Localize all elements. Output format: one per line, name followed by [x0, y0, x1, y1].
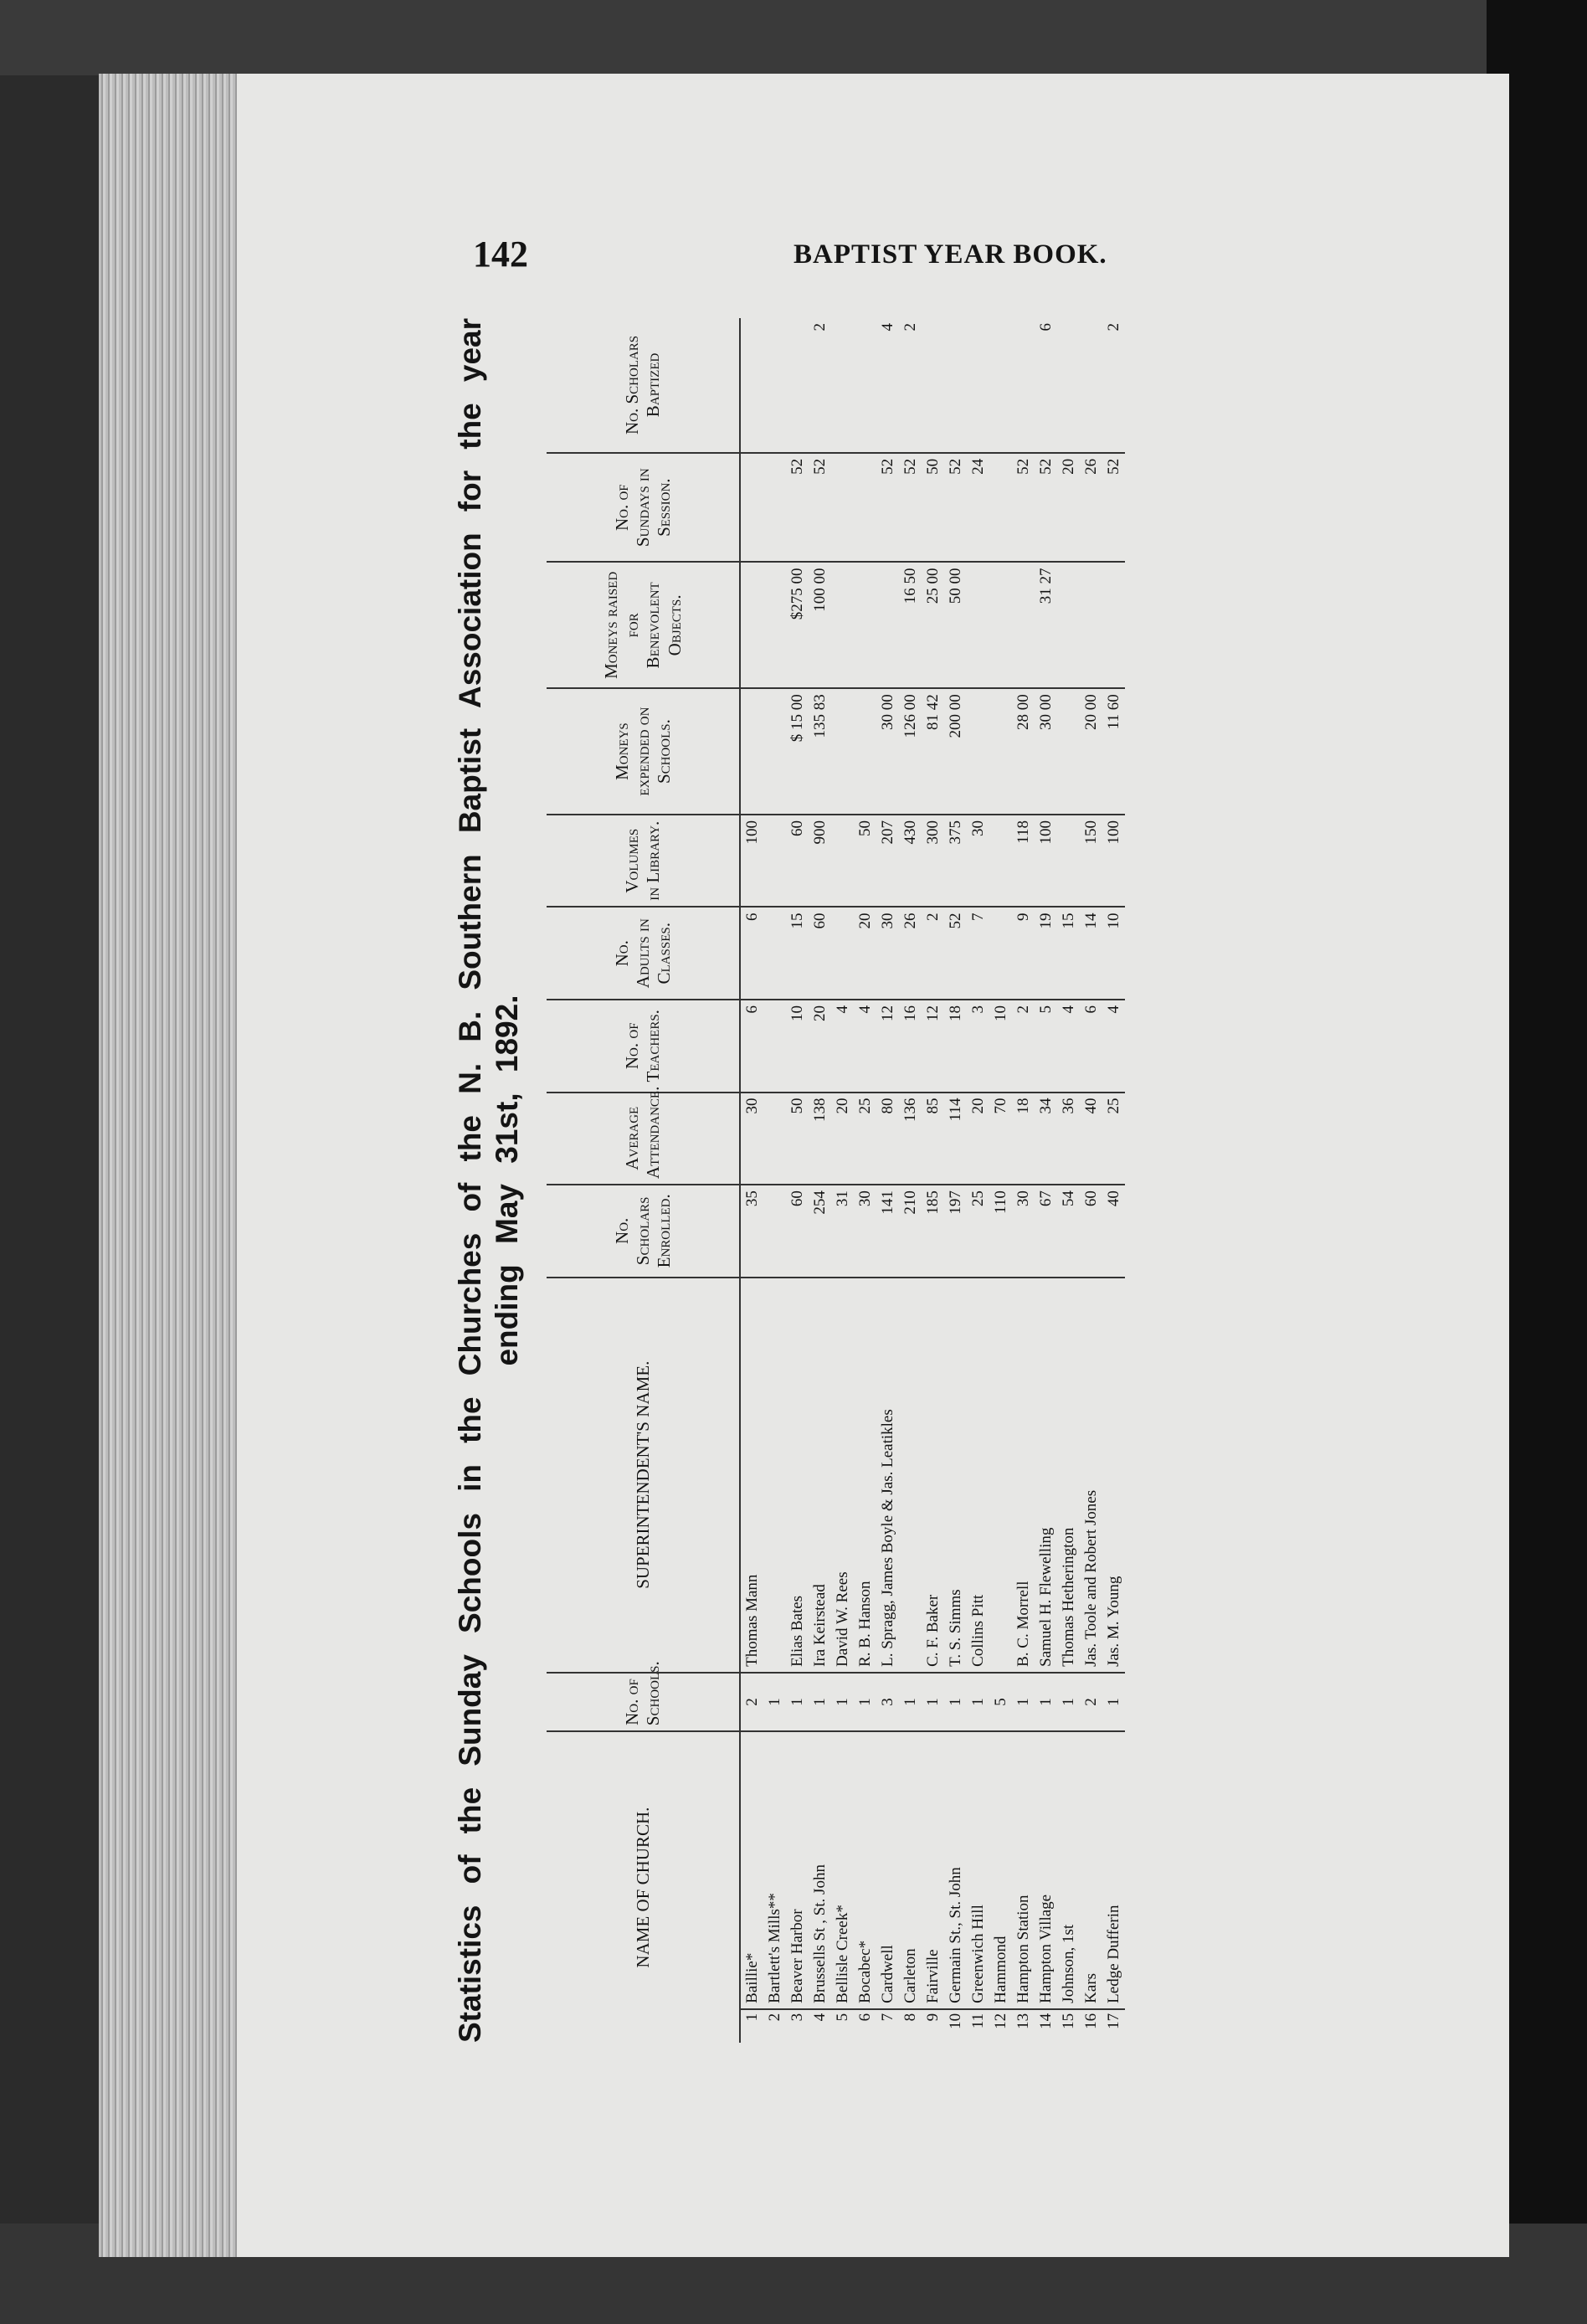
moneys-expended-cell — [989, 688, 1012, 815]
statistics-table — [547, 318, 1125, 2043]
average-attendance-cell: 20 — [967, 1093, 989, 1185]
average-attendance-cell: 36 — [1057, 1093, 1080, 1185]
scholars-enrolled-cell: 185 — [922, 1185, 944, 1278]
scholars-enrolled-cell: 60 — [1080, 1185, 1102, 1278]
superintendent-name-cell: Thomas Hetherington — [1057, 1278, 1080, 1673]
row-number-cell: 14 — [1037, 2013, 1055, 2029]
moneys-raised-cell — [1102, 563, 1125, 689]
church-name-cell: Beaver Harbor — [786, 1731, 809, 2009]
scholars-baptized-cell — [989, 318, 1012, 453]
moneys-expended-cell — [740, 688, 763, 815]
moneys-raised-cell: $275 00 — [786, 563, 809, 689]
library-volumes-cell — [831, 815, 854, 907]
average-attendance-cell: 30 — [740, 1093, 763, 1185]
average-attendance-cell: 40 — [1080, 1093, 1102, 1185]
sundays-in-session-cell: 52 — [944, 453, 967, 563]
moneys-expended-cell: $ 15 00 — [786, 688, 809, 815]
church-name-cell: Ledge Dufferin — [1102, 1731, 1125, 2009]
scholars-enrolled-cell: 67 — [1035, 1185, 1057, 1278]
moneys-expended-cell: 81 42 — [922, 688, 944, 815]
table-row — [944, 318, 967, 2043]
average-attendance-cell: 18 — [1012, 1093, 1035, 1185]
table-row — [1035, 318, 1057, 2043]
school-count-cell: 1 — [899, 1673, 922, 1731]
page-header — [237, 233, 1509, 283]
sundays-in-session-cell: 52 — [786, 453, 809, 563]
row-number-cell: 4 — [811, 2013, 829, 2022]
adults-in-classes-cell: 2 — [922, 907, 944, 1000]
school-count-cell: 2 — [1080, 1673, 1102, 1731]
scholars-enrolled-cell: 110 — [989, 1185, 1012, 1278]
scholars-enrolled-cell: 60 — [786, 1185, 809, 1278]
row-number-cell: 8 — [901, 2013, 920, 2022]
adults-in-classes-cell: 10 — [1102, 907, 1125, 1000]
sundays-in-session-cell — [740, 453, 763, 563]
moneys-raised-cell — [831, 563, 854, 689]
school-count-cell: 1 — [854, 1673, 876, 1731]
moneys-expended-cell: 30 00 — [1035, 688, 1057, 815]
row-number-cell: 12 — [992, 2013, 1010, 2029]
adults-in-classes-cell: 19 — [1035, 907, 1057, 1000]
sundays-in-session-cell: 52 — [1102, 453, 1125, 563]
moneys-raised-cell: 31 27 — [1035, 563, 1057, 689]
superintendent-name-cell: David W. Rees — [831, 1278, 854, 1673]
scholars-enrolled-cell: 197 — [944, 1185, 967, 1278]
moneys-raised-cell — [967, 563, 989, 689]
col-header-church: NAME OF CHURCH. — [547, 1731, 740, 2043]
sundays-in-session-cell: 24 — [967, 453, 989, 563]
library-volumes-cell: 100 — [740, 815, 763, 907]
average-attendance-cell: 70 — [989, 1093, 1012, 1185]
school-count-cell: 1 — [944, 1673, 967, 1731]
col-header-enrolled: No. Scholars Enrolled. — [547, 1185, 740, 1278]
scholars-baptized-cell — [967, 318, 989, 453]
library-volumes-cell: 100 — [1035, 815, 1057, 907]
col-header-volumes: Volumes in Library. — [547, 815, 740, 907]
table-row — [1102, 318, 1125, 2043]
teacher-count-cell: 10 — [989, 1000, 1012, 1093]
school-count-cell: 3 — [876, 1673, 899, 1731]
table-row — [786, 318, 809, 2043]
scholars-enrolled-cell — [763, 1185, 786, 1278]
scholars-baptized-cell — [1012, 318, 1035, 453]
row-number-cell: 13 — [1014, 2013, 1033, 2029]
superintendent-name-cell — [899, 1278, 922, 1673]
moneys-raised-cell — [1012, 563, 1035, 689]
scholars-enrolled-cell: 30 — [854, 1185, 876, 1278]
running-head: BAPTIST YEAR BOOK. — [794, 239, 1107, 270]
row-number-cell: 17 — [1105, 2013, 1123, 2029]
col-header-expended: Moneys expended on Schools. — [547, 688, 740, 815]
moneys-expended-cell: 11 60 — [1102, 688, 1125, 815]
library-volumes-cell: 100 — [1102, 815, 1125, 907]
moneys-expended-cell — [967, 688, 989, 815]
moneys-expended-cell: 30 00 — [876, 688, 899, 815]
library-volumes-cell: 50 — [854, 815, 876, 907]
col-header-attendance: Average Attendance. — [547, 1093, 740, 1185]
average-attendance-cell — [763, 1093, 786, 1185]
scholars-baptized-cell: 2 — [1102, 318, 1125, 453]
moneys-raised-cell: 25 00 — [922, 563, 944, 689]
church-name-cell: Cardwell — [876, 1731, 899, 2009]
library-volumes-cell: 300 — [922, 815, 944, 907]
average-attendance-cell: 25 — [854, 1093, 876, 1185]
moneys-expended-cell — [831, 688, 854, 815]
scholars-baptized-cell: 6 — [1035, 318, 1057, 453]
church-name-cell: Germain St., St. John — [944, 1731, 967, 2009]
table-body — [740, 318, 1125, 2043]
page-number: 142 — [473, 234, 528, 275]
school-count-cell: 2 — [740, 1673, 763, 1731]
superintendent-name-cell: B. C. Morrell — [1012, 1278, 1035, 1673]
col-header-schools: No. of Schools. — [547, 1673, 740, 1731]
church-name-cell: Bartlett's Mills** — [763, 1731, 786, 2009]
superintendent-name-cell: T. S. Simms — [944, 1278, 967, 1673]
adults-in-classes-cell: 14 — [1080, 907, 1102, 1000]
moneys-raised-cell: 16 50 — [899, 563, 922, 689]
school-count-cell: 1 — [922, 1673, 944, 1731]
superintendent-name-cell: Elias Bates — [786, 1278, 809, 1673]
row-number-cell: 16 — [1082, 2013, 1101, 2029]
adults-in-classes-cell — [831, 907, 854, 1000]
col-header-teachers: No. of Teachers. — [547, 1000, 740, 1093]
school-count-cell: 1 — [1057, 1673, 1080, 1731]
teacher-count-cell: 18 — [944, 1000, 967, 1093]
scholars-baptized-cell: 4 — [876, 318, 899, 453]
sundays-in-session-cell: 50 — [922, 453, 944, 563]
school-count-cell: 1 — [967, 1673, 989, 1731]
church-name-cell: Bellisle Creek* — [831, 1731, 854, 2009]
moneys-raised-cell — [854, 563, 876, 689]
superintendent-name-cell: Collins Pitt — [967, 1278, 989, 1673]
scholars-enrolled-cell: 210 — [899, 1185, 922, 1278]
scholars-baptized-cell: 2 — [899, 318, 922, 453]
sundays-in-session-cell: 52 — [809, 453, 831, 563]
scholars-enrolled-cell: 25 — [967, 1185, 989, 1278]
col-header-sundays: No. of Sundays in Session. — [547, 453, 740, 563]
moneys-raised-cell — [763, 563, 786, 689]
library-volumes-cell: 60 — [786, 815, 809, 907]
school-count-cell: 1 — [831, 1673, 854, 1731]
sundays-in-session-cell: 26 — [1080, 453, 1102, 563]
library-volumes-cell: 150 — [1080, 815, 1102, 907]
superintendent-name-cell — [763, 1278, 786, 1673]
school-count-cell: 1 — [809, 1673, 831, 1731]
school-count-cell: 5 — [989, 1673, 1012, 1731]
library-volumes-cell: 30 — [967, 815, 989, 907]
scholars-baptized-cell — [944, 318, 967, 453]
sundays-in-session-cell — [831, 453, 854, 563]
row-number-cell: 7 — [879, 2013, 897, 2022]
moneys-raised-cell: 100 00 — [809, 563, 831, 689]
church-name-cell: Carleton — [899, 1731, 922, 2009]
library-volumes-cell: 207 — [876, 815, 899, 907]
moneys-expended-cell: 20 00 — [1080, 688, 1102, 815]
table-row — [763, 318, 786, 2043]
church-name-cell: Bocabec* — [854, 1731, 876, 2009]
library-volumes-cell — [989, 815, 1012, 907]
col-header-adults: No. Adults in Classes. — [547, 907, 740, 1000]
scholars-baptized-cell — [854, 318, 876, 453]
table-row — [922, 318, 944, 2043]
row-number-cell: 1 — [743, 2013, 762, 2022]
table-title — [452, 318, 525, 2043]
superintendent-name-cell — [989, 1278, 1012, 1673]
sundays-in-session-cell: 52 — [1035, 453, 1057, 563]
superintendent-name-cell: R. B. Hanson — [854, 1278, 876, 1673]
library-volumes-cell: 900 — [809, 815, 831, 907]
scholars-baptized-cell — [1080, 318, 1102, 453]
church-name-cell: Brussells St , St. John — [809, 1731, 831, 2009]
teacher-count-cell: 6 — [740, 1000, 763, 1093]
moneys-raised-cell — [1057, 563, 1080, 689]
school-count-cell: 1 — [1035, 1673, 1057, 1731]
sundays-in-session-cell — [989, 453, 1012, 563]
teacher-count-cell: 3 — [967, 1000, 989, 1093]
teacher-count-cell: 16 — [899, 1000, 922, 1093]
church-name-cell: Kars — [1080, 1731, 1102, 2009]
row-number-cell: 10 — [947, 2013, 965, 2029]
scholars-enrolled-cell: 30 — [1012, 1185, 1035, 1278]
adults-in-classes-cell — [763, 907, 786, 1000]
table-row — [899, 318, 922, 2043]
library-volumes-cell: 430 — [899, 815, 922, 907]
church-name-cell: Fairville — [922, 1731, 944, 2009]
adults-in-classes-cell: 52 — [944, 907, 967, 1000]
moneys-expended-cell — [854, 688, 876, 815]
row-number-cell: 5 — [834, 2013, 852, 2022]
adults-in-classes-cell — [989, 907, 1012, 1000]
statistics-section — [452, 318, 1557, 2043]
moneys-expended-cell: 28 00 — [1012, 688, 1035, 815]
superintendent-name-cell: Ira Keirstead — [809, 1278, 831, 1673]
scholars-baptized-cell: 2 — [809, 318, 831, 453]
moneys-expended-cell: 200 00 — [944, 688, 967, 815]
table-row — [1080, 318, 1102, 2043]
header-row — [547, 318, 740, 2043]
moneys-expended-cell: 126 00 — [899, 688, 922, 815]
row-number-cell: 2 — [766, 2013, 784, 2022]
library-volumes-cell — [1057, 815, 1080, 907]
teacher-count-cell: 4 — [1057, 1000, 1080, 1093]
table-row — [876, 318, 899, 2043]
adults-in-classes-cell: 30 — [876, 907, 899, 1000]
adults-in-classes-cell: 7 — [967, 907, 989, 1000]
average-attendance-cell: 50 — [786, 1093, 809, 1185]
scholars-enrolled-cell: 54 — [1057, 1185, 1080, 1278]
school-count-cell: 1 — [1102, 1673, 1125, 1731]
moneys-raised-cell: 50 00 — [944, 563, 967, 689]
church-name-cell: Hampton Village — [1035, 1731, 1057, 2009]
page-edges — [99, 74, 237, 2257]
table-row — [967, 318, 989, 2043]
table-row — [831, 318, 854, 2043]
school-count-cell: 1 — [763, 1673, 786, 1731]
moneys-expended-cell — [763, 688, 786, 815]
sundays-in-session-cell: 20 — [1057, 453, 1080, 563]
church-name-cell: Baillie* — [740, 1731, 763, 2009]
col-header-raised: Moneys raised for Benevolent Objects. — [547, 563, 740, 689]
church-name-cell: Hammond — [989, 1731, 1012, 2009]
average-attendance-cell: 114 — [944, 1093, 967, 1185]
average-attendance-cell: 20 — [831, 1093, 854, 1185]
moneys-expended-cell — [1057, 688, 1080, 815]
teacher-count-cell: 4 — [1102, 1000, 1125, 1093]
moneys-raised-cell — [989, 563, 1012, 689]
teacher-count-cell — [763, 1000, 786, 1093]
church-name-cell: Hampton Station — [1012, 1731, 1035, 2009]
adults-in-classes-cell: 26 — [899, 907, 922, 1000]
scholars-enrolled-cell: 40 — [1102, 1185, 1125, 1278]
row-number-cell: 11 — [969, 2013, 988, 2029]
teacher-count-cell: 12 — [922, 1000, 944, 1093]
col-header-superintendent: SUPERINTENDENT'S NAME. — [547, 1278, 740, 1673]
row-number-cell: 3 — [788, 2013, 807, 2022]
scan-background-top — [0, 0, 1587, 75]
table-row — [1057, 318, 1080, 2043]
superintendent-name-cell: L. Spragg, James Boyle & Jas. Leatikles — [876, 1278, 899, 1673]
superintendent-name-cell: Jas. M. Young — [1102, 1278, 1125, 1673]
teacher-count-cell: 20 — [809, 1000, 831, 1093]
superintendent-name-cell: Thomas Mann — [740, 1278, 763, 1673]
table-title-line-1: Statistics of the Sunday Schools in the Churches of the N. B. Southern Baptist Association for the year — [453, 318, 487, 2043]
school-count-cell: 1 — [786, 1673, 809, 1731]
scholars-baptized-cell — [763, 318, 786, 453]
row-number-cell: 15 — [1060, 2013, 1078, 2029]
scholars-enrolled-cell: 31 — [831, 1185, 854, 1278]
sundays-in-session-cell — [763, 453, 786, 563]
moneys-raised-cell — [876, 563, 899, 689]
school-count-cell: 1 — [1012, 1673, 1035, 1731]
adults-in-classes-cell: 60 — [809, 907, 831, 1000]
scholars-baptized-cell — [831, 318, 854, 453]
scholars-baptized-cell — [786, 318, 809, 453]
moneys-raised-cell — [740, 563, 763, 689]
teacher-count-cell: 10 — [786, 1000, 809, 1093]
moneys-expended-cell: 135 83 — [809, 688, 831, 815]
average-attendance-cell: 80 — [876, 1093, 899, 1185]
superintendent-name-cell: Jas. Toole and Robert Jones — [1080, 1278, 1102, 1673]
moneys-raised-cell — [1080, 563, 1102, 689]
average-attendance-cell: 136 — [899, 1093, 922, 1185]
col-header-baptized: No. Scholars Baptized — [547, 318, 740, 453]
row-number-cell: 9 — [924, 2013, 942, 2022]
scholars-enrolled-cell: 254 — [809, 1185, 831, 1278]
library-volumes-cell: 375 — [944, 815, 967, 907]
teacher-count-cell: 5 — [1035, 1000, 1057, 1093]
scholars-enrolled-cell: 141 — [876, 1185, 899, 1278]
row-number-cell: 6 — [856, 2013, 875, 2022]
table-row — [809, 318, 831, 2043]
average-attendance-cell: 34 — [1035, 1093, 1057, 1185]
sundays-in-session-cell — [854, 453, 876, 563]
adults-in-classes-cell: 6 — [740, 907, 763, 1000]
scholars-baptized-cell — [922, 318, 944, 453]
scholars-baptized-cell — [1057, 318, 1080, 453]
average-attendance-cell: 85 — [922, 1093, 944, 1185]
teacher-count-cell: 4 — [854, 1000, 876, 1093]
superintendent-name-cell: C. F. Baker — [922, 1278, 944, 1673]
sundays-in-session-cell: 52 — [876, 453, 899, 563]
average-attendance-cell: 138 — [809, 1093, 831, 1185]
scholars-baptized-cell — [740, 318, 763, 453]
teacher-count-cell: 12 — [876, 1000, 899, 1093]
library-volumes-cell: 118 — [1012, 815, 1035, 907]
sundays-in-session-cell: 52 — [1012, 453, 1035, 563]
table-row — [740, 318, 763, 2043]
table-row — [989, 318, 1012, 2043]
teacher-count-cell: 6 — [1080, 1000, 1102, 1093]
teacher-count-cell: 4 — [831, 1000, 854, 1093]
library-volumes-cell — [763, 815, 786, 907]
table-row — [854, 318, 876, 2043]
adults-in-classes-cell: 20 — [854, 907, 876, 1000]
church-name-cell: Johnson, 1st — [1057, 1731, 1080, 2009]
adults-in-classes-cell: 15 — [1057, 907, 1080, 1000]
superintendent-name-cell: Samuel H. Flewelling — [1035, 1278, 1057, 1673]
table-row — [1012, 318, 1035, 2043]
average-attendance-cell: 25 — [1102, 1093, 1125, 1185]
sundays-in-session-cell: 52 — [899, 453, 922, 563]
scholars-enrolled-cell: 35 — [740, 1185, 763, 1278]
table-title-line-2: ending May 31st, 1892. — [489, 995, 524, 1366]
church-name-cell: Greenwich Hill — [967, 1731, 989, 2009]
adults-in-classes-cell: 15 — [786, 907, 809, 1000]
teacher-count-cell: 2 — [1012, 1000, 1035, 1093]
adults-in-classes-cell: 9 — [1012, 907, 1035, 1000]
